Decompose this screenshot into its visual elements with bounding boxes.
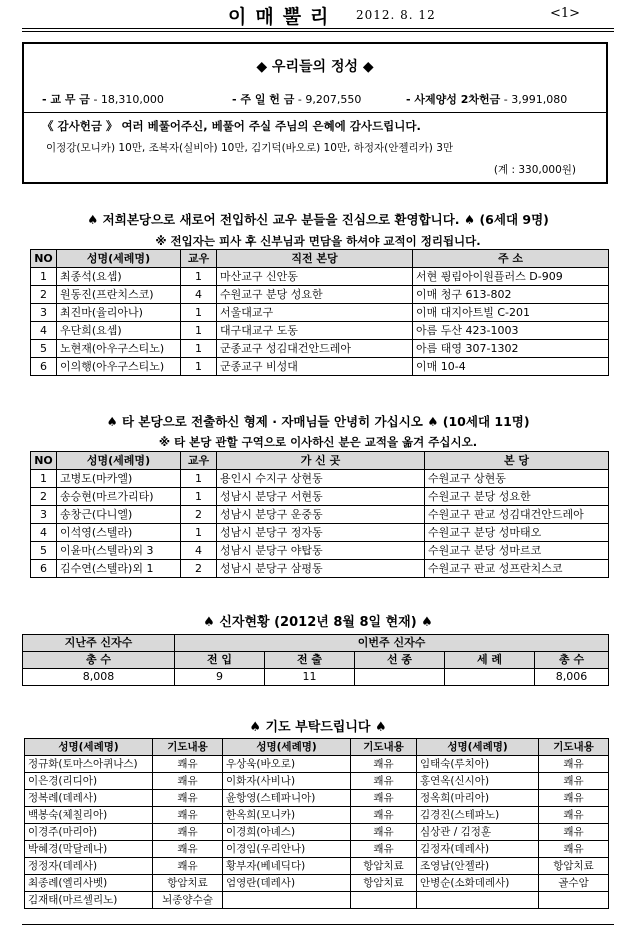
new-members-row [31, 268, 609, 286]
new-members-cell: 아름 두산 423-1003 [413, 322, 609, 340]
moved-out-cell: 송창근(다니엘) [57, 506, 181, 524]
stats-column-header: 전 출 [265, 652, 355, 669]
stats-value [445, 669, 535, 686]
new-members-header: 성명(세례명) [57, 250, 181, 268]
new-members-cell: 이매 청구 613-802 [413, 286, 609, 304]
prayer-cell: 홍연옥(신시아) [417, 773, 539, 790]
thanks-total: (계 : 330,000원) [493, 164, 576, 176]
stats-column-header: 세 례 [445, 652, 535, 669]
new-members-cell: 아름 태영 307-1302 [413, 340, 609, 358]
moved-out-cell: 1 [181, 524, 217, 542]
prayer-cell: 쾌유 [351, 756, 417, 773]
prayer-cell: 쾌유 [351, 824, 417, 841]
prayer-row [25, 773, 609, 790]
prayer-cell: 김재태(마르셀리노) [25, 892, 153, 909]
moved-out-cell: 수원교구 분당 성마르코 [425, 542, 609, 560]
prayer-cell: 쾌유 [153, 858, 223, 875]
prayer-cell: 쾌유 [539, 790, 609, 807]
moved-out-header: 성명(세례명) [57, 452, 181, 470]
prayer-cell: 쾌유 [153, 824, 223, 841]
prayer-cell: 쾌유 [153, 773, 223, 790]
stats-column-header: 총 수 [535, 652, 609, 669]
prayer-cell: 항암치료 [153, 875, 223, 892]
new-members-cell: 3 [31, 304, 57, 322]
prayer-cell: 이은경(리디아) [25, 773, 153, 790]
moved-out-header: 본 당 [425, 452, 609, 470]
prayer-cell: 임태숙(루치아) [417, 756, 539, 773]
prayer-cell: 쾌유 [539, 841, 609, 858]
new-members-cell: 군종교구 비성대 [217, 358, 413, 376]
prayer-cell: 쾌유 [351, 773, 417, 790]
stats-table [22, 634, 609, 686]
prayer-cell: 이경희(아녜스) [223, 824, 351, 841]
prayer-cell [417, 892, 539, 909]
new-members-cell: 군종교구 성김대건안드레아 [217, 340, 413, 358]
prayer-cell: 쾌유 [539, 807, 609, 824]
stats-value: 8,008 [23, 669, 175, 686]
new-members-table [30, 249, 609, 376]
new-members-cell: 마산교구 신안동 [217, 268, 413, 286]
prayer-row [25, 790, 609, 807]
prayer-cell: 쾌유 [351, 807, 417, 824]
prayer-header: 기도내용 [539, 739, 609, 756]
prayer-cell: 박혜경(막달레나) [25, 841, 153, 858]
prayer-cell: 쾌유 [539, 824, 609, 841]
prayer-cell: 쾌유 [351, 790, 417, 807]
moved-out-cell: 김수연(스텔라)외 1 [57, 560, 181, 578]
offering-total-3: - 사제양성 2차헌금 - 3,991,080 [406, 93, 568, 106]
moved-out-cell: 성남시 분당구 야탑동 [217, 542, 425, 560]
new-members-row [31, 286, 609, 304]
new-members-cell: 1 [181, 322, 217, 340]
stats-last-week-label: 지난주 신자수 [23, 635, 175, 652]
offering-total-2: - 주 일 헌 금 - 9,207,550 [232, 93, 362, 106]
new-members-row [31, 304, 609, 322]
moved-out-row [31, 542, 609, 560]
new-members-cell: 1 [181, 304, 217, 322]
moved-out-cell: 2 [31, 488, 57, 506]
new-members-cell: 1 [181, 358, 217, 376]
moved-out-row [31, 470, 609, 488]
moved-out-header: 가 신 곳 [217, 452, 425, 470]
moved-out-cell: 4 [31, 524, 57, 542]
stats-value: 9 [175, 669, 265, 686]
prayer-cell: 정옥희(마리아) [417, 790, 539, 807]
new-members-cell: 원동진(프란치스코) [57, 286, 181, 304]
moved-out-cell: 1 [181, 488, 217, 506]
prayer-cell: 쾌유 [351, 841, 417, 858]
moved-out-cell: 수원교구 분당 성요한 [425, 488, 609, 506]
prayer-cell: 골수암 [539, 875, 609, 892]
moved-out-cell: 수원교구 분당 성마태오 [425, 524, 609, 542]
prayer-cell: 항암치료 [351, 858, 417, 875]
new-members-cell: 대구대교구 도동 [217, 322, 413, 340]
new-members-header: 교우 [181, 250, 217, 268]
stats-column-header: 전 입 [175, 652, 265, 669]
moved-out-row [31, 506, 609, 524]
moved-out-cell: 6 [31, 560, 57, 578]
prayer-row [25, 756, 609, 773]
new-members-cell: 4 [181, 286, 217, 304]
footer-rule [22, 924, 614, 925]
prayer-cell: 항암치료 [351, 875, 417, 892]
moved-out-cell: 수원교구 판교 성프란치스코 [425, 560, 609, 578]
moved-out-cell: 3 [31, 506, 57, 524]
moved-out-cell: 용인시 수지구 상현동 [217, 470, 425, 488]
prayer-cell: 항암치료 [539, 858, 609, 875]
moved-out-cell: 2 [181, 506, 217, 524]
header-rule [22, 28, 614, 29]
moved-out-title: ♠ 타 본당으로 전출하신 형제 · 자매님들 안녕히 가십시오 ♠ (10세대 11명) [106, 414, 530, 429]
prayer-row [25, 858, 609, 875]
new-members-title: ♠ 저희본당으로 새로어 전입하신 교우 분들을 진심으로 환영합니다. ♠ (6세대 9명) [87, 212, 549, 227]
stats-value [355, 669, 445, 686]
prayer-cell: 정규화(토마스아퀴나스) [25, 756, 153, 773]
offering-title: ◆ 우리들의 정성 ◆ [256, 59, 374, 75]
offering-box [22, 42, 608, 184]
prayer-cell: 조영남(안젤라) [417, 858, 539, 875]
new-members-cell: 서현 퓡림아이원플러스 D-909 [413, 268, 609, 286]
moved-out-cell: 1 [181, 470, 217, 488]
prayer-cell: 엄영란(데레사) [223, 875, 351, 892]
new-members-cell: 1 [181, 340, 217, 358]
prayer-cell: 뇌종양수술 [153, 892, 223, 909]
stats-column-header: 선 종 [355, 652, 445, 669]
prayer-cell: 정복례(데레사) [25, 790, 153, 807]
prayer-cell: 심상관 / 김정훈 [417, 824, 539, 841]
new-members-cell: 이매 10-4 [413, 358, 609, 376]
moved-out-cell: 성남시 분당구 서현동 [217, 488, 425, 506]
prayer-header: 기도내용 [351, 739, 417, 756]
moved-out-cell: 수원교구 판교 성김대건안드레아 [425, 506, 609, 524]
prayer-cell: 김경진(스테파노) [417, 807, 539, 824]
new-members-note: ※ 전입자는 피사 후 신부님과 면담을 하셔야 교적이 정리됩니다. [155, 234, 481, 248]
moved-out-cell: 송승현(마르가리타) [57, 488, 181, 506]
new-members-header: 주 소 [413, 250, 609, 268]
moved-out-cell: 1 [31, 470, 57, 488]
moved-out-cell: 2 [181, 560, 217, 578]
new-members-cell: 최종석(요셉) [57, 268, 181, 286]
moved-out-header: 교우 [181, 452, 217, 470]
moved-out-cell: 수원교구 상현동 [425, 470, 609, 488]
prayer-cell: 쾌유 [539, 773, 609, 790]
new-members-cell: 1 [31, 268, 57, 286]
prayer-cell: 정정자(데레사) [25, 858, 153, 875]
moved-out-row [31, 560, 609, 578]
prayer-cell: 백봉숙(체칠리아) [25, 807, 153, 824]
page-number: <1> [550, 6, 581, 21]
new-members-row [31, 358, 609, 376]
prayer-header: 성명(세례명) [25, 739, 153, 756]
moved-out-cell: 4 [181, 542, 217, 560]
prayer-cell: 쾌유 [539, 756, 609, 773]
moved-out-cell: 5 [31, 542, 57, 560]
moved-out-cell: 성남시 분당구 운중동 [217, 506, 425, 524]
prayer-header: 기도내용 [153, 739, 223, 756]
prayer-cell: 이화자(사비나) [223, 773, 351, 790]
prayer-cell [223, 892, 351, 909]
new-members-cell: 노현재(아우구스티노) [57, 340, 181, 358]
new-members-cell: 6 [31, 358, 57, 376]
moved-out-header: NO [31, 452, 57, 470]
moved-out-cell: 이윤마(스텔라)외 3 [57, 542, 181, 560]
new-members-cell: 4 [31, 322, 57, 340]
new-members-cell: 우단희(요셉) [57, 322, 181, 340]
thanks-names: 이정강(모니카) 10만, 조복자(실비아) 10만, 김기덕(바오로) 10만, 하정자(안젤리카) 3만 [46, 142, 454, 154]
prayer-row [25, 807, 609, 824]
new-members-cell: 이매 대지아트빌 C-201 [413, 304, 609, 322]
prayer-cell: 쾌유 [153, 841, 223, 858]
new-members-cell: 이의행(아우구스티노) [57, 358, 181, 376]
moved-out-cell: 성남시 분당구 정자동 [217, 524, 425, 542]
new-members-row [31, 322, 609, 340]
new-members-cell: 최진마(율리아나) [57, 304, 181, 322]
header-rule-2 [22, 31, 614, 32]
stats-column-header: 총 수 [23, 652, 175, 669]
new-members-cell: 수원교구 분당 성요한 [217, 286, 413, 304]
prayer-cell: 쾌유 [153, 807, 223, 824]
prayer-cell: 이경임(우리안나) [223, 841, 351, 858]
moved-out-row [31, 488, 609, 506]
thanks-title: 《 감사헌금 》 여러 베풀어주신, 베풀어 주실 주님의 은혜에 감사드립니다. [42, 119, 421, 133]
prayer-row [25, 841, 609, 858]
bulletin-date: 2012. 8. 12 [356, 8, 436, 22]
prayer-row [25, 875, 609, 892]
prayer-cell: 한옥희(모니카) [223, 807, 351, 824]
new-members-header: NO [31, 250, 57, 268]
prayer-row [25, 824, 609, 841]
stats-value: 11 [265, 669, 355, 686]
stats-value: 8,006 [535, 669, 609, 686]
prayer-cell: 쾌유 [153, 756, 223, 773]
new-members-cell: 서울대교구 [217, 304, 413, 322]
prayer-cell: 안병순(소화데레사) [417, 875, 539, 892]
prayer-header: 성명(세례명) [223, 739, 351, 756]
moved-out-row [31, 524, 609, 542]
prayer-cell [351, 892, 417, 909]
stats-title: ♠ 신자현황 (2012년 8월 8일 현재) ♠ [203, 615, 433, 630]
new-members-cell: 2 [31, 286, 57, 304]
bulletin-title: 이매뿔리 [228, 6, 338, 28]
prayer-cell [539, 892, 609, 909]
moved-out-cell: 이석영(스텔라) [57, 524, 181, 542]
offering-divider [24, 112, 606, 113]
prayer-header: 성명(세례명) [417, 739, 539, 756]
new-members-header: 직전 본당 [217, 250, 413, 268]
moved-out-note: ※ 타 본당 관할 구역으로 이사하신 분은 교적을 옮겨 주십시오. [158, 435, 478, 449]
offering-total-1: - 교 무 금 - 18,310,000 [42, 93, 164, 106]
new-members-row [31, 340, 609, 358]
prayer-cell: 윤항영(스테파니아) [223, 790, 351, 807]
prayer-title: ♠ 기도 부탁드립니다 ♠ [249, 720, 387, 735]
prayer-table [24, 738, 609, 909]
prayer-cell: 이경주(마리아) [25, 824, 153, 841]
new-members-cell: 5 [31, 340, 57, 358]
prayer-cell: 김정자(데레사) [417, 841, 539, 858]
stats-this-week-label: 이번주 신자수 [175, 635, 609, 652]
prayer-cell: 황부자(베네딕다) [223, 858, 351, 875]
new-members-cell: 1 [181, 268, 217, 286]
prayer-cell: 쾌유 [153, 790, 223, 807]
prayer-row [25, 892, 609, 909]
prayer-cell: 최종례(엘리사벳) [25, 875, 153, 892]
moved-out-table [30, 451, 609, 578]
moved-out-cell: 고병도(마카엘) [57, 470, 181, 488]
moved-out-cell: 성남시 분당구 삼평동 [217, 560, 425, 578]
prayer-cell: 우상욱(바오로) [223, 756, 351, 773]
